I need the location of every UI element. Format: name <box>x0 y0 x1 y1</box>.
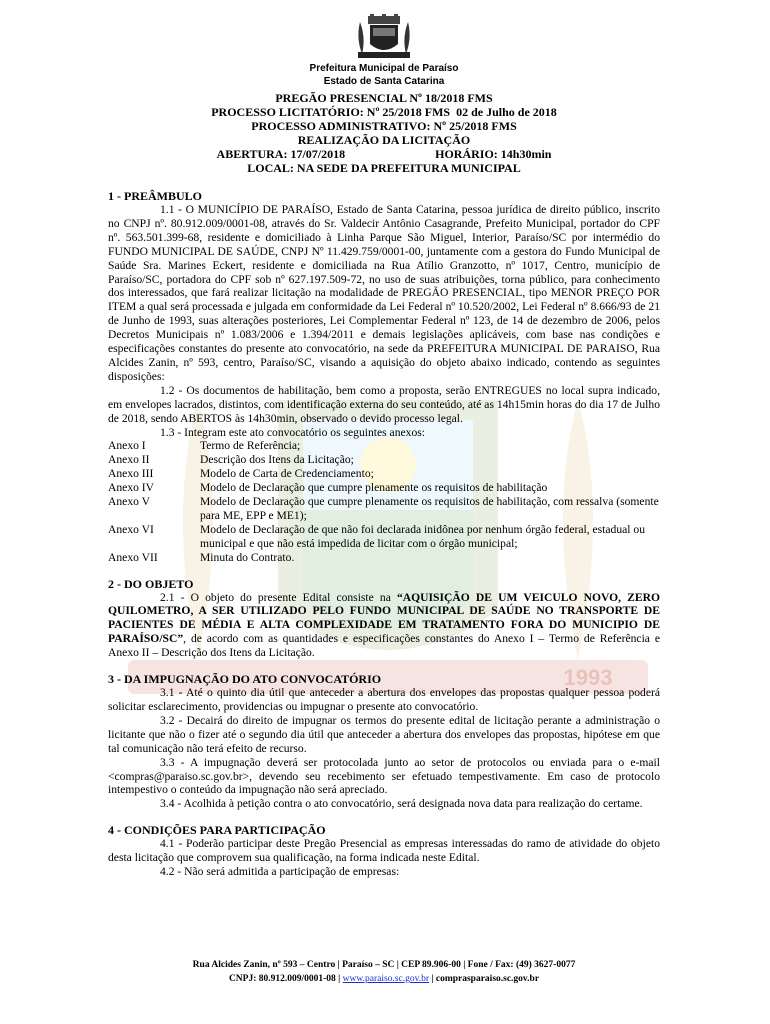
paragraph-1-2: 1.2 - Os documentos de habilitação, bem como a proposta, serão ENTREGUES no local supra indicado, em envelopes lacrados, distintos, com identificação externa do seu conteúdo, até as 14h15min horas do dia 17 de Julho de 2018, sendo ABERTOS às 14h30min, observado o devido processo legal. <box>108 383 660 425</box>
anexo-label: Anexo III <box>108 467 154 481</box>
paragraph-1-3: 1.3 - Integram este ato convocatório os seguintes anexos: <box>160 425 425 439</box>
anexo-label: Anexo V <box>108 495 150 509</box>
title-date: 02 de Julho de 2018 <box>456 105 557 119</box>
paragraph-2-1 <box>108 591 660 661</box>
paragraph-4-1: 4.1 - Poderão participar deste Pregão Presencial as empresas interessadas do ramo de atividade do objeto desta licitação que comprovem sua qualificação, na forma indicada neste Edital. <box>108 837 660 865</box>
watermark-year: 1993 <box>563 665 613 690</box>
paragraph-3-4: 3.4 - Acolhida à petição contra o ato convocatório, será designada nova data para realização do certame. <box>160 797 643 811</box>
footer-email: | comprasparaiso.sc.gov.br <box>429 974 540 984</box>
anexo-description: Modelo de Carta de Credenciamento; <box>200 467 374 481</box>
abertura-row <box>217 147 552 161</box>
municipal-crest-icon <box>354 14 414 60</box>
title-processo: PROCESSO LICITATÓRIO: Nº 25/2018 FMS <box>211 105 451 119</box>
abertura: ABERTURA: 17/07/2018 <box>216 147 346 161</box>
anexo-row <box>108 495 660 523</box>
title-processo-row <box>108 105 660 119</box>
paragraph-3-3: 3.3 - A impugnação deverá ser protocolada junto ao setor de protocolos ou enviada para o e-mail <compras@paraiso.sc.gov.br>, devendo seu recebimento ser efetuado tempestivamente. Em caso de protocolo intempestivo o conteúdo da impugnação não será apreciado. <box>108 755 660 797</box>
paragraph-1-1: 1.1 - O MUNICÍPIO DE PARAÍSO, Estado de Santa Catarina, pessoa jurídica de direito público, inscrito no CNPJ nº. 80.912.009/0001-08, através do Sr. Valdecir Antônio Casagrande, Prefeito Municipal, portador do CPF nº. 563.501.399-68, residente e domiciliado à Linha Parque São Miguel, Interior, Paraíso/SC por intermédio do FUNDO MUNICIPAL DE SAÚDE, CNPJ Nº 11.429.759/0001-00, juntamente com a gestora do Fundo Municipal de Saúde Sra. Marines Eckert, residente e domiciliada na Rua Atílio Granzotto, nº 1017, Centro, município de Paraíso/SC, portadora do CPF sob nº 627.197.509-72, no uso de suas atribuições, torna público, para conhecimento dos interessados, que fará realizar licitação na modalidade de PREGÃO PRESENCIAL, tipo MENOR PREÇO POR ITEM a qual será processada e julgada em conformidade da Lei Federal nº 10.520/2002, Lei Federal nº 8.666/93 de 21 de Junho de 1993, suas alterações posteriores, Lei Complementar Federal nº 123, de 14 de dezembro de 2006, pelos Decretos Municipais nº 1.083/2006 e 1.394/2011 e demais legislações aplicáveis, com base nas condições e especificações constantes do presente ato convocatório, na sede da PREFEITURA MUNICIPAL DE PARAISO, Rua Alcides Zanin, nº 593, centro, Paraíso/SC, visando a aquisição do objeto abaixo indicado, contendo as seguintes disposições: <box>108 203 660 383</box>
anexo-description: Termo de Referência; <box>200 439 301 453</box>
footer-address: Rua Alcides Zanin, nº 593 – Centro | Paraíso – SC | CEP 89.906-00 | Fone / Fax: (49) 3627-0077 <box>192 960 576 970</box>
anexo-label: Anexo VII <box>108 550 158 564</box>
anexo-description: Modelo de Declaração que cumpre plenamente os requisitos de habilitação, com ressalva (somente para ME, EPP e ME1); <box>200 495 659 522</box>
section-heading-objeto: 2 - DO OBJETO <box>108 576 194 591</box>
objeto-lead: 2.1 - O objeto do presente Edital consiste na <box>160 590 397 604</box>
anexo-description: Modelo de Declaração de que não foi declarada inidônea por nenhum órgão federal, estadual ou municipal e que não está impedida de licitar com o órgão municipal; <box>200 522 645 550</box>
anexo-row <box>108 523 660 551</box>
objeto-bold: “AQUISIÇÃO DE UM VEICULO NOVO, ZERO QUILOMETRO, A SER UTILIZADO PELO FUNDO MUNICIPAL DE SAÚDE NO TRANSPORTE DE PACIENTES DE MÉDIA E ALTA COMPLEXIDADE EM TRATAMENTO FORA DO MUNICIPIO DE PARAÍSO/SC” <box>108 590 660 646</box>
paragraph-4-2: 4.2 - Não será admitida a participação de empresas: <box>160 865 400 879</box>
org-line2: Estado de Santa Catarina <box>323 76 445 87</box>
anexo-description: Minuta do Contrato. <box>200 550 295 564</box>
anexo-label: Anexo I <box>108 439 146 453</box>
anexo-label: Anexo II <box>108 453 150 467</box>
objeto-tail: , de acordo com as quantidades e especificações constantes do Anexo I – Termo de Referência e Anexo II – Descrição dos Itens da Licitação. <box>108 632 660 660</box>
anexos-list <box>108 439 660 564</box>
anexo-row <box>108 467 660 481</box>
horario: HORÁRIO: 14h30min <box>435 147 552 161</box>
paragraph-3-1: 3.1 - Até o quinto dia útil que anteceder a abertura dos envelopes das propostas qualquer pessoa poderá solicitar esclarecimento, providencias ou impugnar o presente ato convocatório. <box>108 686 660 713</box>
anexo-row <box>108 551 660 565</box>
title-administrativo: PROCESSO ADMINISTRATIVO: Nº 25/2018 FMS <box>251 119 517 133</box>
anexo-label: Anexo VI <box>108 522 154 536</box>
footer-cnpj: CNPJ: 80.912.009/0001-08 | <box>228 974 343 984</box>
anexo-description: Descrição dos Itens da Licitação; <box>200 453 354 467</box>
anexo-row <box>108 481 660 495</box>
section-heading-preambulo: 1 - PREÂMBULO <box>108 189 202 203</box>
section-heading-impugnacao: 3 - DA IMPUGNAÇÃO DO ATO CONVOCATÓRIO <box>108 672 382 687</box>
org-line1: Prefeitura Municipal de Paraíso <box>309 63 459 74</box>
title-realizacao: REALIZAÇÃO DA LICITAÇÃO <box>297 133 471 147</box>
page-footer <box>108 958 660 986</box>
paragraph-3-2: 3.2 - Decairá do direito de impugnar os termos do presente edital de licitação perante a administração o licitante que não o fizer até o segundo dia útil que anteceder a abertura dos envelopes das propostas, hipótese em que tal comunicação não terá efeito de recurso. <box>108 713 660 755</box>
anexo-row <box>108 453 660 467</box>
title-block <box>108 91 660 175</box>
anexo-description: Modelo de Declaração que cumpre plenamente os requisitos de habilitação <box>200 481 548 495</box>
anexo-row <box>108 439 660 453</box>
footer-contact-row <box>108 972 660 986</box>
title-pregao: PREGÃO PRESENCIAL Nº 18/2018 FMS <box>275 91 493 105</box>
title-local: LOCAL: NA SEDE DA PREFEITURA MUNICIPAL <box>247 161 521 175</box>
anexo-label: Anexo IV <box>108 481 155 495</box>
section-heading-participacao: 4 - CONDIÇÕES PARA PARTICIPAÇÃO <box>108 823 326 838</box>
document-page <box>108 14 660 879</box>
footer-website-link[interactable]: www.paraiso.sc.gov.br <box>342 974 430 984</box>
